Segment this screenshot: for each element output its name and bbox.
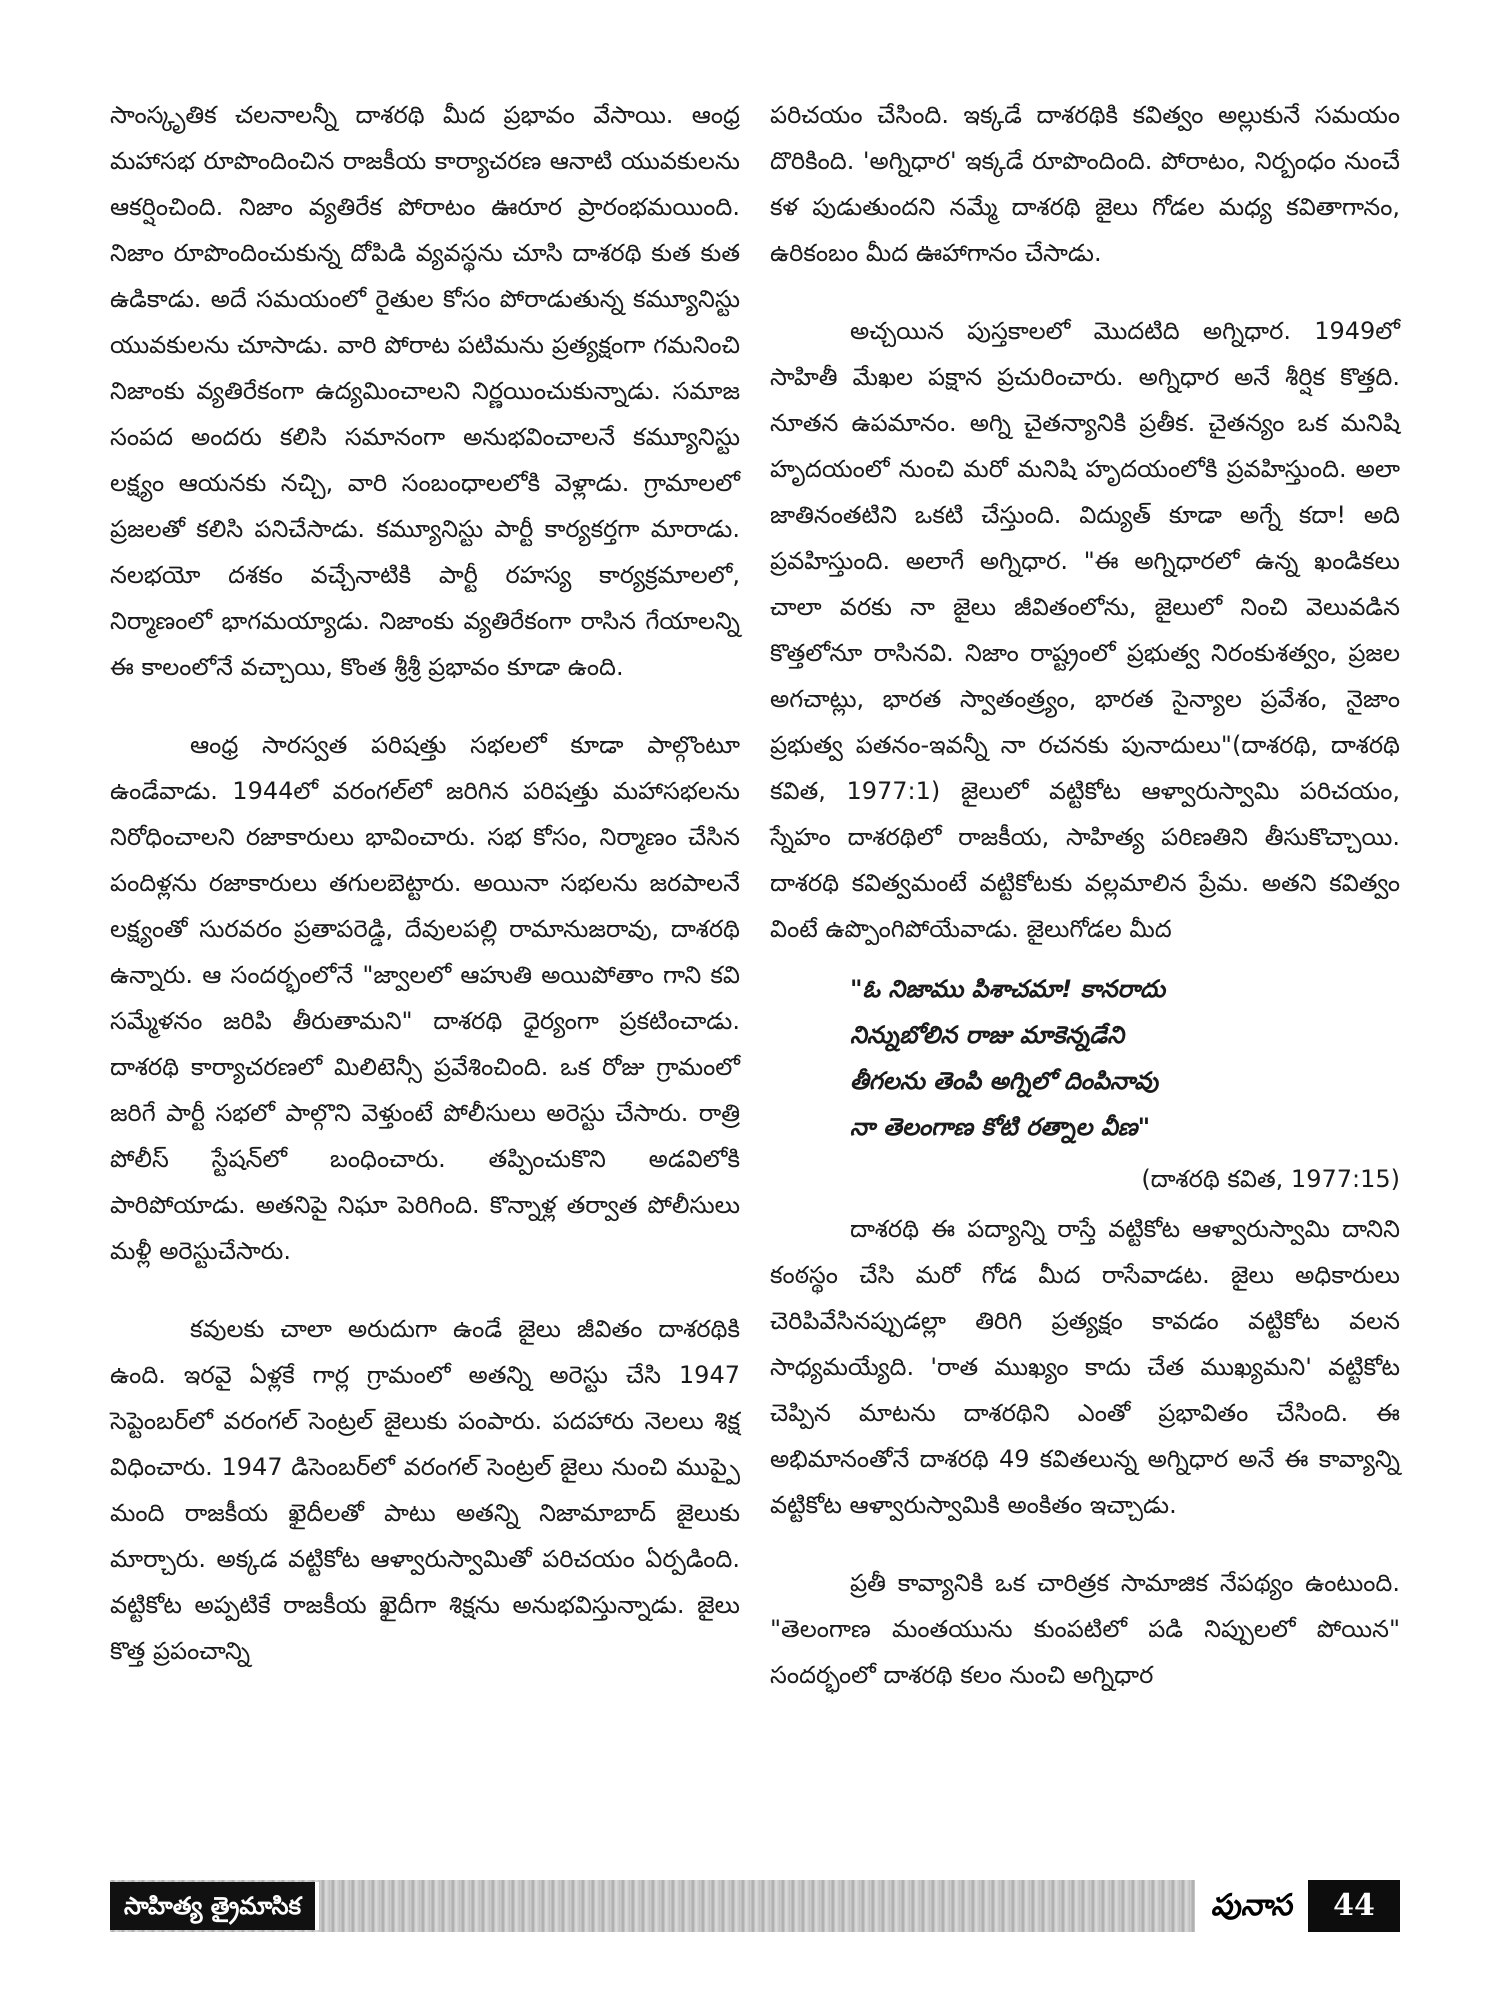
paragraph: ఆంధ్ర సారస్వత పరిషత్తు సభలలో కూడా పాల్గొంటూ ఉండేవాడు. 1944లో వరంగల్‌లో జరిగిన పరిషత్తు మహాసభలను నిరోధించాలని రజాకారులు భావించారు. సభ కోసం, నిర్మాణం చేసిన పందిళ్లను రజాకారులు తగులబెట్టారు. అయినా సభలను జరపాలనే లక్ష్యంతో సురవరం ప్రతాపరెడ్డి, దేవులపల్లి రామానుజరావు, దాశరథి ఉన్నారు. ఆ సందర్భంలోనే "జ్వాలలో ఆహుతి అయిపోతాం గాని కవి సమ్మేళనం జరిపి తీరుతామని" దాశరథి ధైర్యంగా ప్రకటించాడు. దాశరథి కార్యాచరణలో మిలిటెన్సీ ప్రవేశించింది. ఒక రోజు గ్రామంలో జరిగే పార్టీ సభలో పాల్గొని వెళ్తుంటే పోలీసులు అరెస్టు చేసారు. రాత్రి పోలీస్ స్టేషన్‌లో బంధించారు. తప్పించుకొని అడవిలోకి పారిపోయాడు. అతనిపై నిఘా పెరిగింది. కొన్నాళ్ల తర్వాత పోలీసులు మళ్లీ అరెస్టుచేసారు.	[110, 731, 740, 1265]
magazine-title: పునాస	[1195, 1880, 1308, 1932]
right-column	[770, 92, 1400, 1730]
left-column	[110, 92, 740, 1706]
poem-block	[850, 966, 1400, 1150]
paragraph: సాంస్కృతిక చలనాలన్నీ దాశరథి మీద ప్రభావం వేసాయి. ఆంధ్ర మహాసభ రూపొందించిన రాజకీయ కార్యాచరణ ఆనాటి యువకులను ఆకర్షించింది. నిజాం వ్యతిరేక పోరాటం ఊరూర ప్రారంభమయింది. నిజాం రూపొందించుకున్న దోపిడి వ్యవస్థను చూసి దాశరథి కుత కుత ఉడికాడు. అదే సమయంలో రైతుల కోసం పోరాడుతున్న కమ్యూనిస్టు యువకులను చూసాడు. వారి పోరాట పటిమను ప్రత్యక్షంగా గమనించి నిజాంకు వ్యతిరేకంగా ఉద్యమించాలని నిర్ణయించుకున్నాడు. సమాజ సంపద అందరు కలిసి సమానంగా అనుభవించాలనే కమ్యూనిస్టు లక్ష్యం ఆయనకు నచ్చి, వారి సంబంధాలలోకి వెళ్లాడు. గ్రామాలలో ప్రజలతో కలిసి పనిచేసాడు. కమ్యూనిస్టు పార్టీ కార్యకర్తగా మారాడు. నలభయో దశకం వచ్చేనాటికి పార్టీ రహస్య కార్యక్రమాలలో, నిర్మాణంలో భాగమయ్యాడు. నిజాంకు వ్యతిరేకంగా రాసిన గేయాలన్ని ఈ కాలంలోనే వచ్చాయి, కొంత శ్రీశ్రీ ప్రభావం కూడా ఉంది.	[110, 101, 740, 681]
paragraph: పరిచయం చేసింది. ఇక్కడే దాశరథికి కవిత్వం అల్లుకునే సమయం దొరికింది. 'అగ్నిధార' ఇక్కడే రూపొందింది. పోరాటం, నిర్బంధం నుంచే కళ పుడుతుందని నమ్మే దాశరథి జైలు గోడల మధ్య కవితాగానం, ఉరికంబం మీద ఊహాగానం చేసాడు.	[770, 101, 1400, 267]
poem-line: "ఓ నిజాము పిశాచమా! కానరాదు	[850, 975, 1166, 1003]
page-number: 44	[1308, 1880, 1400, 1932]
magazine-label: సాహిత్య త్రైమాసిక	[110, 1882, 319, 1930]
paragraph: దాశరథి ఈ పద్యాన్ని రాస్తే వట్టికోట ఆళ్వారుస్వామి దానిని కంఠస్థం చేసి మరో గోడ మీద రాసేవాడట. జైలు అధికారులు చెరిపివేసినప్పుడల్లా తిరిగి ప్రత్యక్షం కావడం వట్టికోట వలన సాధ్యమయ్యేది. 'రాత ముఖ్యం కాదు చేత ముఖ్యమని' వట్టికోట చెప్పిన మాటను దాశరథిని ఎంతో ప్రభావితం చేసింది. ఈ అభిమానంతోనే దాశరథి 49 కవితలున్న అగ్నిధార అనే ఈ కావ్యాన్ని వట్టికోట ఆళ్వారుస్వామికి అంకితం ఇచ్చాడు.	[770, 1215, 1400, 1519]
poem-citation: (దాశరథి కవిత, 1977:15)	[1141, 1165, 1400, 1193]
paragraph: కవులకు చాలా అరుదుగా ఉండే జైలు జీవితం దాశరథికి ఉంది. ఇరవై ఏళ్లకే గార్ల గ్రామంలో అతన్ని అరెస్టు చేసి 1947 సెప్టెంబర్‌లో వరంగల్ సెంట్రల్ జైలుకు పంపారు. పదహారు నెలలు శిక్ష విధించారు. 1947 డిసెంబర్‌లో వరంగల్ సెంట్రల్ జైలు నుంచి ముప్పై మంది రాజకీయ ఖైదీలతో పాటు అతన్ని నిజామాబాద్ జైలుకు మార్చారు. అక్కడ వట్టికోట ఆళ్వారుస్వామితో పరిచయం ఏర్పడింది. వట్టికోట అప్పటికే రాజకీయ ఖైదీగా శిక్షను అనుభవిస్తున్నాడు. జైలు కొత్త ప్రపంచాన్ని	[110, 1315, 740, 1665]
page-footer	[110, 1880, 1400, 1932]
paragraph: అచ్చయిన పుస్తకాలలో మొదటిది అగ్నిధార. 1949లో సాహితీ మేఖల పక్షాన ప్రచురించారు. అగ్నిధార అనే శీర్షిక కొత్తది. నూతన ఉపమానం. అగ్ని చైతన్యానికి ప్రతీక. చైతన్యం ఒక మనిషి హృదయంలో నుంచి మరో మనిషి హృదయంలోకి ప్రవహిస్తుంది. అలా జాతినంతటిని ఒకటి చేస్తుంది. విద్యుత్ కూడా అగ్నే కదా! అది ప్రవహిస్తుంది. అలాగే అగ్నిధార. "ఈ అగ్నిధారలో ఉన్న ఖండికలు చాలా వరకు నా జైలు జీవితంలోను, జైలులో నించి వెలువడిన కొత్తలోనూ రాసినవి. నిజాం రాష్ట్రంలో ప్రభుత్వ నిరంకుశత్వం, ప్రజల అగచాట్లు, భారత స్వాతంత్ర్యం, భారత సైన్యాల ప్రవేశం, నైజాం ప్రభుత్వ పతనం-ఇవన్నీ నా రచనకు పునాదులు"(దాశరథి, దాశరథి కవిత, 1977:1) జైలులో వట్టికోట ఆళ్వారుస్వామి పరిచయం, స్నేహం దాశరథిలో రాజకీయ, సాహిత్య పరిణతిని తీసుకొచ్చాయి. దాశరథి కవిత్వమంటే వట్టికోటకు వల్లమాలిన ప్రేమ. అతని కవిత్వం వింటే ఉప్పొంగిపోయేవాడు. జైలుగోడల మీద	[770, 317, 1400, 943]
poem-line: నిన్నుబోలిన రాజు మాకెన్నడేని	[850, 1021, 1125, 1049]
poem-line: తీగలను తెంపి అగ్నిలో దింపినావు	[850, 1067, 1159, 1095]
poem-line: నా తెలంగాణ కోటి రత్నాల వీణ"	[850, 1113, 1151, 1141]
paragraph: ప్రతీ కావ్యానికి ఒక చారిత్రక సామాజిక నేపథ్యం ఉంటుంది. "తెలంగాణ మంతయును కుంపటిలో పడి నిప్పులలో పోయిన" సందర్భంలో దాశరథి కలం నుంచి అగ్నిధార	[770, 1569, 1400, 1689]
